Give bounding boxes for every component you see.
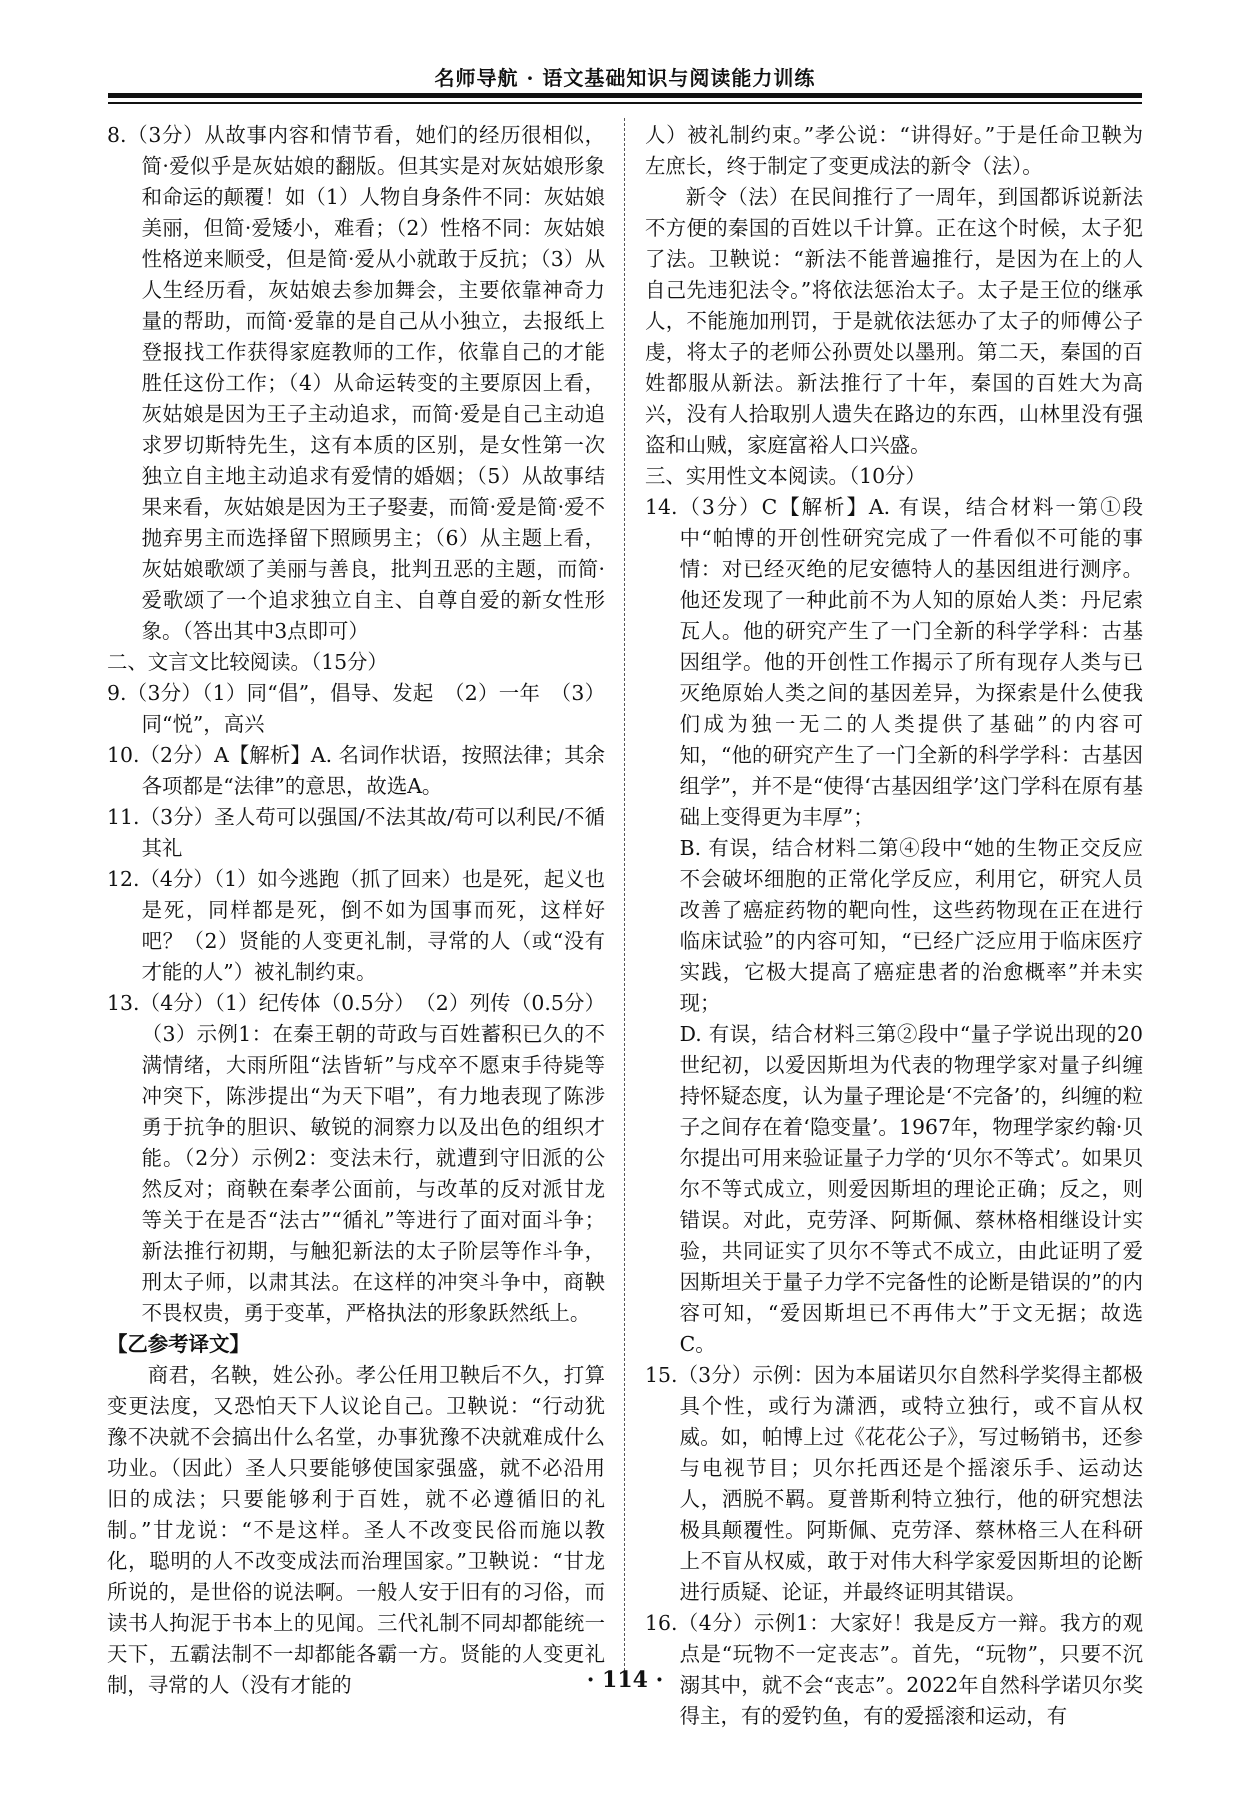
left-paragraph: 二、文言文比较阅读。（15分） [107,650,388,674]
right-paragraph: D. 有误，结合材料三第②段中“量子学说出现的20世纪初，以爱因斯坦为代表的物理学家对量子纠缠持怀疑态度，认为量子理论是‘不完备’的，纠缠的粒子之间存在着‘隐变量’。1967年，物理学家约翰·贝尔提出可用来验证量子力学的‘贝尔不等式’。如果贝尔不等式成立，则爱因斯坦的理论正确；反之，则错误。对此，克劳泽、阿斯佩、蔡林格相继设计实验，共同证实了贝尔不等式不成立，由此证明了爱因斯坦关于量子力学不完备性的论断是错误的”的内容可知，“爱因斯坦已不再伟大”于文无据；故选C。 [679,1022,1143,1356]
page-number: · 114 · [586,1667,664,1693]
right-paragraph: 人）被礼制约束。”孝公说：“讲得好。”于是任命卫鞅为左庶长，终于制定了变更成法的新令（法）。 [645,123,1143,178]
header-title: 名师导航 · 语文基础知识与阅读能力训练 [434,66,816,90]
left-paragraph: 10.（2分）A【解析】A. 名词作状语，按照法律；其余各项都是“法律”的意思，故选A。 [107,743,605,798]
left-paragraph: 13.（4分）（1）纪传体（0.5分） （2）列传（0.5分）（3）示例1：在秦王朝的苛政与百姓蓄积已久的不满情绪，大雨所阻“法皆斩”与戍卒不愿束手待毙等冲突下，陈涉提出“为天下唱”，有力地表现了陈涉勇于抗争的胆识、敏锐的洞察力以及出色的组织才能。（2分）示例2：变法未行，就遭到守旧派的公然反对；商鞅在秦孝公面前，与改革的反对派甘龙等关于在是否“法古”“循礼”等进行了面对面斗争；新法推行初期，与触犯新法的太子阶层等作斗争，刑太子师，以肃其法。在这样的冲突斗争中，商鞅不畏权贵，勇于变革，严格执法的形象跃然纸上。 [107,991,605,1325]
left-paragraph: 商君，名鞅，姓公孙。孝公任用卫鞅后不久，打算变更法度，又恐怕天下人议论自己。卫鞅说：“行动犹豫不决就不会搞出什么名堂，办事犹豫不决就难成什么功业。（因此）圣人只要能够使国家强盛，就不必沿用旧的成法；只要能够利于百姓，就不必遵循旧的礼制。”甘龙说：“不是这样。圣人不改变民俗而施以教化，聪明的人不改变成法而治理国家。”卫鞅说：“甘龙所说的，是世俗的说法啊。一般人安于旧有的习俗，而读书人拘泥于书本上的见闻。三代礼制不同却都能统一天下，五霸法制不一却都能各霸一方。贤能的人变更礼制，寻常的人（没有才能的 [107,1363,605,1697]
left-paragraph: 12.（4分）（1）如今逃跑（抓了回来）也是死，起义也是死，同样都是死，倒不如为国事而死，这样好吧？（2）贤能的人变更礼制，寻常的人（或“没有才能的人”）被礼制约束。 [107,867,605,984]
right-paragraph: B. 有误，结合材料二第④段中“她的生物正交反应不会破坏细胞的正常化学反应，利用它，研究人员改善了癌症药物的靶向性，这些药物现在正在进行临床试验”的内容可知，“已经广泛应用于临床医疗实践，它极大提高了癌症患者的治愈概率”并未实现； [679,836,1143,1015]
right-paragraph: 14.（3分）C【解析】A. 有误，结合材料一第①段中“帕博的开创性研究完成了一件看似不可能的事情：对已经灭绝的尼安德特人的基因组进行测序。他还发现了一种此前不为人知的原始人类：丹尼索瓦人。他的研究产生了一门全新的科学学科：古基因组学。他的开创性工作揭示了所有现存人类与已灭绝原始人类之间的基因差异，为探索是什么使我们成为独一无二的人类提供了基础”的内容可知，“他的研究产生了一门全新的科学学科：古基因组学”，并不是“使得‘古基因组学’这门学科在原有基础上变得更为丰厚”； [645,495,1143,829]
right-column [645,120,1143,1732]
left-paragraph: 【乙参考译文】 [107,1332,250,1356]
header-rule-thick [108,93,1142,98]
left-paragraph: 9.（3分）（1）同“倡”，倡导、发起 （2）一年 （3）同“悦”，高兴 [107,681,605,736]
header-rule-thin [108,102,1142,104]
right-paragraph: 三、实用性文本阅读。（10分） [645,464,926,488]
right-paragraph: 新令（法）在民间推行了一周年，到国都诉说新法不方便的秦国的百姓以千计算。正在这个时候，太子犯了法。卫鞅说：“新法不能普遍推行，是因为在上的人自己先违犯法令。”将依法惩治太子。太子是王位的继承人，不能施加刑罚，于是就依法惩办了太子的师傅公子虔，将太子的老师公孙贾处以墨刑。第二天，秦国的百姓都服从新法。新法推行了十年，秦国的百姓大为高兴，没有人拾取别人遗失在路边的东西，山林里没有强盗和山贼，家庭富裕人口兴盛。 [645,185,1143,457]
left-paragraph: 8.（3分）从故事内容和情节看，她们的经历很相似，简·爱似乎是灰姑娘的翻版。但其实是对灰姑娘形象和命运的颠覆！如（1）人物自身条件不同：灰姑娘美丽，但简·爱矮小，难看；（2）性格不同：灰姑娘性格逆来顺受，但是简·爱从小就敢于反抗；（3）从人生经历看，灰姑娘去参加舞会，主要依靠神奇力量的帮助，而简·爱靠的是自己从小独立，去报纸上登报找工作获得家庭教师的工作，依靠自己的才能胜任这份工作；（4）从命运转变的主要原因上看，灰姑娘是因为王子主动追求，而简·爱是自己主动追求罗切斯特先生，这有本质的区别，是女性第一次独立自主地主动追求有爱情的婚姻；（5）从故事结果来看，灰姑娘是因为王子娶妻，而简·爱是简·爱不抛弃男主而选择留下照顾男主；（6）从主题上看，灰姑娘歌颂了美丽与善良，批判丑恶的主题，而简·爱歌颂了一个追求独立自主、自尊自爱的新女性形象。（答出其中3点即可） [107,123,605,643]
right-paragraph: 15.（3分）示例：因为本届诺贝尔自然科学奖得主都极具个性，或行为潇洒，或特立独行，或不盲从权威。如，帕博上过《花花公子》，写过畅销书，还参与电视节目；贝尔托西还是个摇滚乐手、运动达人，洒脱不羁。夏普斯利特立独行，他的研究想法极具颠覆性。阿斯佩、克劳泽、蔡林格三人在科研上不盲从权威，敢于对伟大科学家爱因斯坦的论断进行质疑、论证，并最终证明其错误。 [645,1363,1143,1604]
left-column [107,120,605,1701]
left-paragraph: 11.（3分）圣人苟可以强国/不法其故/苟可以利民/不循其礼 [107,805,605,860]
right-paragraph: 16.（4分）示例1：大家好！我是反方一辩。我方的观点是“玩物不一定丧志”。首先，“玩物”，只要不沉溺其中，就不会“丧志”。2022年自然科学诺贝尔奖得主，有的爱钓鱼，有的爱摇滚和运动，有 [645,1611,1143,1728]
column-divider [624,118,625,1686]
